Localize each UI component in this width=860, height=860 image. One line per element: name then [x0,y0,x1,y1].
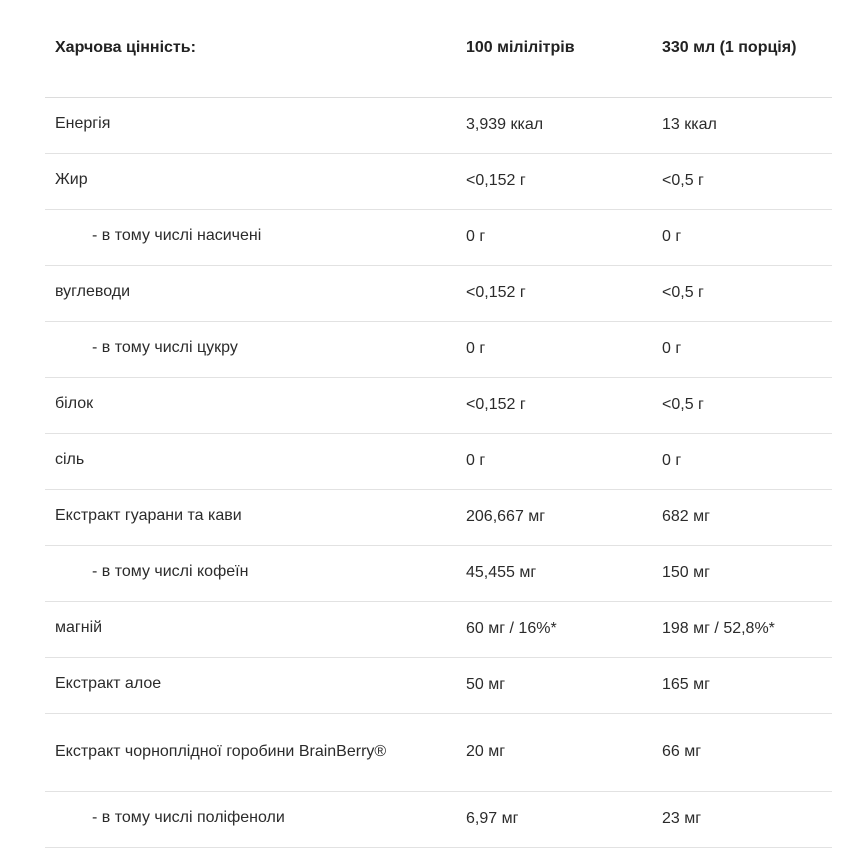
table-row [45,322,832,378]
nutrient-name: Екстракт чорноплідної горобини BrainBerry® [55,742,387,760]
table-row [45,490,832,546]
value-per-100ml: 0 г [466,339,486,357]
value-per-serving: 198 мг / 52,8%* [662,619,775,637]
value-per-serving: 165 мг [662,675,710,693]
table-row [45,154,832,210]
value-per-100ml: <0,152 г [466,395,526,413]
value-per-100ml: 0 г [466,451,486,469]
table-row [45,792,832,848]
value-per-100ml: <0,152 г [466,171,526,189]
value-per-serving: 0 г [662,339,682,357]
nutrient-name: - в тому числі цукру [92,338,238,356]
table-row [45,98,832,154]
nutrient-name: сіль [55,450,85,468]
table-row [45,546,832,602]
table-row [45,658,832,714]
table-row [45,434,832,490]
table-row [45,714,832,792]
value-per-100ml: 45,455 мг [466,563,537,581]
value-per-100ml: 6,97 мг [466,809,519,827]
nutrient-name: Енергія [55,114,111,132]
nutrient-name: - в тому числі поліфеноли [92,808,285,826]
nutrient-name: магній [55,618,103,636]
nutrition-table [45,0,832,848]
value-per-serving: 13 ккал [662,115,717,133]
table-row [45,378,832,434]
value-per-100ml: 50 мг [466,675,506,693]
table-row [45,210,832,266]
value-per-serving: 0 г [662,451,682,469]
nutrient-name: вуглеводи [55,282,131,300]
value-per-serving: 150 мг [662,563,710,581]
value-per-serving: 682 мг [662,507,710,525]
value-per-serving: 0 г [662,227,682,245]
header-per-serving: 330 мл (1 порція) [662,38,797,56]
nutrient-name: білок [55,394,94,412]
value-per-100ml: 0 г [466,227,486,245]
header-nutrition-label: Харчова цінність: [55,38,196,56]
value-per-serving: 23 мг [662,809,702,827]
value-per-100ml: 206,667 мг [466,507,546,525]
nutrient-name: - в тому числі кофеїн [92,562,249,580]
nutrient-name: Екстракт гуарани та кави [55,506,242,524]
value-per-serving: 66 мг [662,742,702,760]
nutrient-name: - в тому числі насичені [92,226,262,244]
table-row [45,266,832,322]
value-per-100ml: 3,939 ккал [466,115,544,133]
value-per-100ml: 20 мг [466,742,506,760]
value-per-serving: <0,5 г [662,283,704,301]
nutrient-name: Жир [55,170,88,188]
header-per-100ml: 100 мілілітрів [466,38,575,56]
value-per-100ml: 60 мг / 16%* [466,619,557,637]
value-per-100ml: <0,152 г [466,283,526,301]
table-row [45,602,832,658]
table-header-row [45,0,832,98]
nutrient-name: Екстракт алое [55,674,162,692]
value-per-serving: <0,5 г [662,171,704,189]
value-per-serving: <0,5 г [662,395,704,413]
